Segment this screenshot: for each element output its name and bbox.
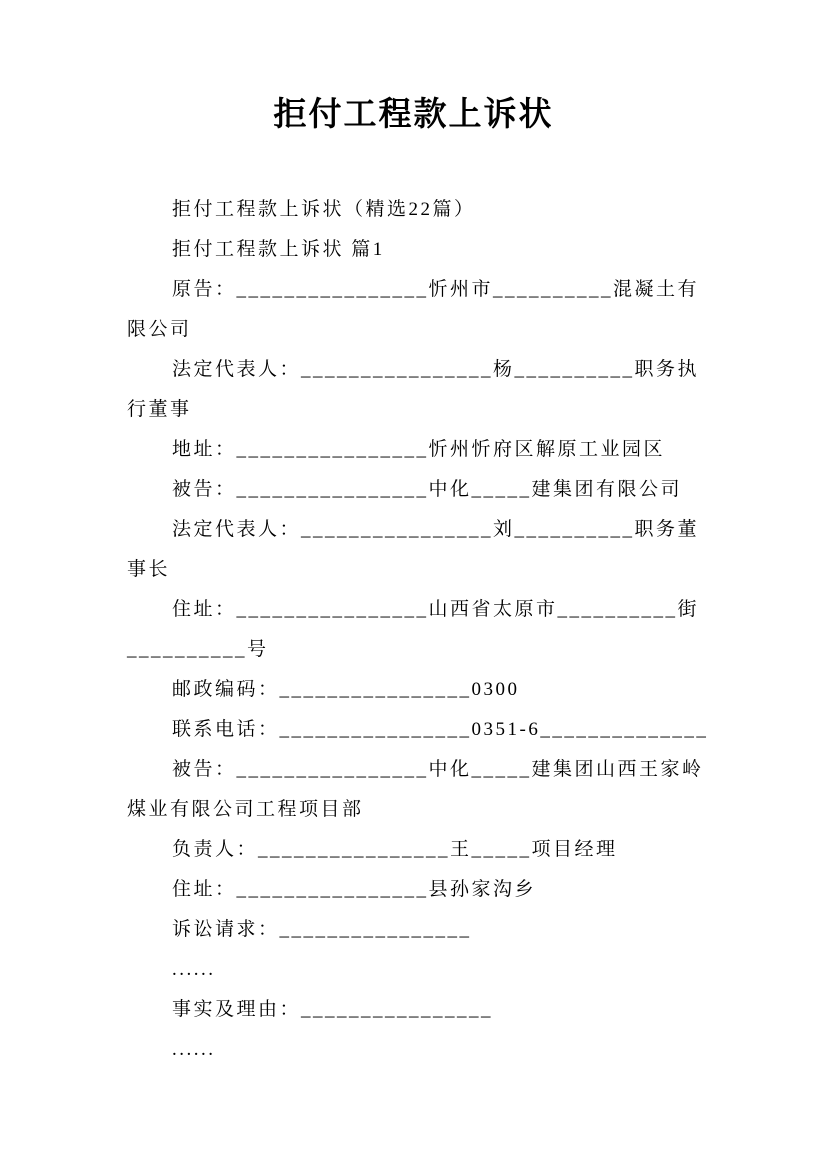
document-line: 被告：________________中化_____建集团山西王家岭 — [172, 759, 704, 780]
document-line: 住址：________________山西省太原市__________街 — [172, 599, 700, 620]
document-line: 原告：________________忻州市__________混凝土有 — [172, 279, 700, 300]
document-line: 拒付工程款上诉状（精选22篇） — [172, 199, 476, 220]
document-line: 法定代表人：________________杨__________职务执 — [172, 359, 700, 380]
document-line: 邮政编码：________________0300 — [172, 679, 520, 700]
document-line: 行董事 — [127, 399, 192, 420]
document-line: 事实及理由：________________ — [172, 999, 494, 1020]
document-line: __________号 — [127, 639, 269, 660]
document-line: ...... — [172, 1039, 216, 1060]
document-line: 住址：________________县孙家沟乡 — [172, 879, 537, 900]
document-line: 诉讼请求：________________ — [172, 919, 472, 940]
document-line: 煤业有限公司工程项目部 — [127, 799, 364, 820]
document-line: 限公司 — [127, 319, 192, 340]
document-line: ...... — [172, 959, 216, 980]
document-line: 地址：________________忻州忻府区解原工业园区 — [172, 439, 666, 460]
document-line: 负责人：________________王_____项目经理 — [172, 839, 618, 860]
document-line: 事长 — [127, 559, 171, 580]
document-line: 拒付工程款上诉状 篇1 — [172, 239, 385, 260]
document-title: 拒付工程款上诉状 — [273, 97, 554, 133]
document-body — [127, 198, 717, 1078]
document-line: 被告：________________中化_____建集团有限公司 — [172, 479, 683, 500]
document-line: 联系电话：________________0351-6______________ — [172, 719, 709, 740]
document-line: 法定代表人：________________刘__________职务董 — [172, 519, 700, 540]
